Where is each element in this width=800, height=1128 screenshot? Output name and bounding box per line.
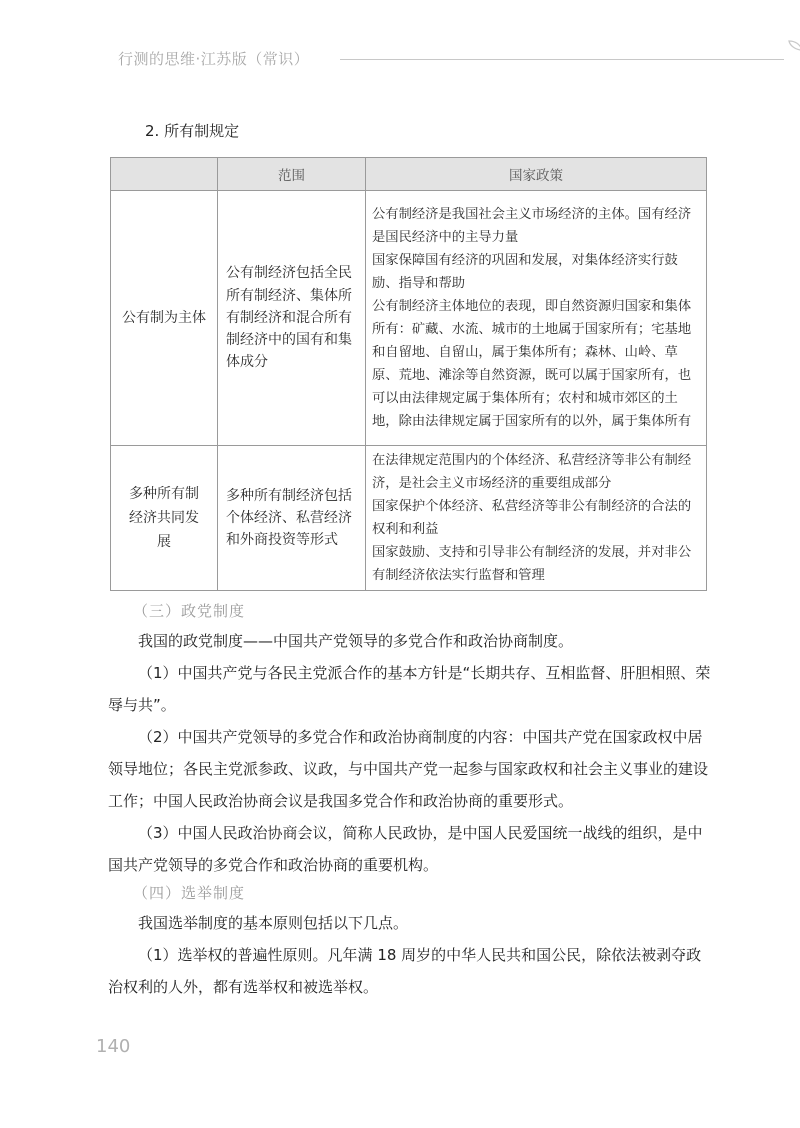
paragraph: （2）中国共产党领导的多党合作和政治协商制度的内容：中国共产党在国家政权中居领导地位；各民主党派参政、议政，与中国共产党一起参与国家政权和社会主义事业的建设工作；中国人民政治协商会议是我国多党合作和政治协商的重要形式。 bbox=[108, 728, 709, 810]
policy-item: 公有制经济主体地位的表现，即自然资源归国家和集体所有：矿藏、水流、城市的土地属于国家所有；宅基地和自留地、自留山，属于集体所有；森林、山岭、草原、荒地、滩涂等自然资源，既可以属于国家所有，也可以由法律规定属于集体所有；农村和城市郊区的土地，除由法律规定属于国家所有的以外，属于集体所有 bbox=[372, 299, 692, 429]
policy-cell bbox=[366, 191, 707, 446]
subsection-heading-party: （三）政党制度 bbox=[133, 602, 246, 620]
section-heading: 2. 所有制规定 bbox=[145, 122, 240, 140]
election-system-text bbox=[108, 907, 712, 1003]
sprout-icon bbox=[784, 38, 800, 66]
paragraph: （3）中国人民政治协商会议，简称人民政协，是中国人民爱国统一战线的组织，是中国共产党领导的多党合作和政治协商的重要机构。 bbox=[108, 824, 703, 874]
table-row bbox=[111, 446, 707, 591]
table-header-cell bbox=[111, 158, 218, 191]
paragraph: （1）中国共产党与各民主党派合作的基本方针是“长期共存、互相监督、肝胆相照、荣辱与共”。 bbox=[108, 664, 711, 714]
header-rule bbox=[340, 59, 784, 60]
paragraph: 我国的政党制度——中国共产党领导的多党合作和政治协商制度。 bbox=[138, 632, 574, 650]
subsection-heading-election: （四）选举制度 bbox=[133, 884, 246, 902]
paragraph: 我国选举制度的基本原则包括以下几点。 bbox=[138, 914, 409, 932]
policy-item: 在法律规定范围内的个体经济、私营经济等非公有制经济，是社会主义市场经济的重要组成部分 bbox=[372, 453, 692, 491]
page-number: 140 bbox=[96, 1036, 131, 1057]
row-label: 多种所有制经济共同发展 bbox=[111, 446, 218, 591]
book-title: 行测的思维·江苏版（常识） bbox=[118, 50, 310, 68]
policy-cell bbox=[366, 446, 707, 591]
scope-cell: 公有制经济包括全民所有制经济、集体所有制经济和混合所有制经济中的国有和集体成分 bbox=[218, 191, 366, 446]
scope-cell: 多种所有制经济包括个体经济、私营经济和外商投资等形式 bbox=[218, 446, 366, 591]
policy-item: 国家保护个体经济、私营经济等非公有制经济的合法的权利和利益 bbox=[372, 499, 692, 537]
party-system-text bbox=[108, 625, 712, 881]
table-header-row bbox=[111, 158, 707, 191]
policy-item: 国家鼓励、支持和引导非公有制经济的发展，并对非公有制经济依法实行监督和管理 bbox=[372, 545, 692, 583]
ownership-table bbox=[110, 157, 707, 591]
running-header bbox=[118, 46, 718, 74]
policy-item: 公有制经济是我国社会主义市场经济的主体。国有经济是国民经济中的主导力量 bbox=[372, 207, 692, 245]
row-label: 公有制为主体 bbox=[111, 191, 218, 446]
table-row bbox=[111, 191, 707, 446]
table-header-cell: 国家政策 bbox=[366, 158, 707, 191]
policy-item: 国家保障国有经济的巩固和发展，对集体经济实行鼓励、指导和帮助 bbox=[372, 253, 678, 291]
paragraph: （1）选举权的普遍性原则。凡年满 18 周岁的中华人民共和国公民，除依法被剥夺政治权利的人外，都有选举权和被选举权。 bbox=[108, 946, 702, 996]
table-header-cell: 范围 bbox=[218, 158, 366, 191]
